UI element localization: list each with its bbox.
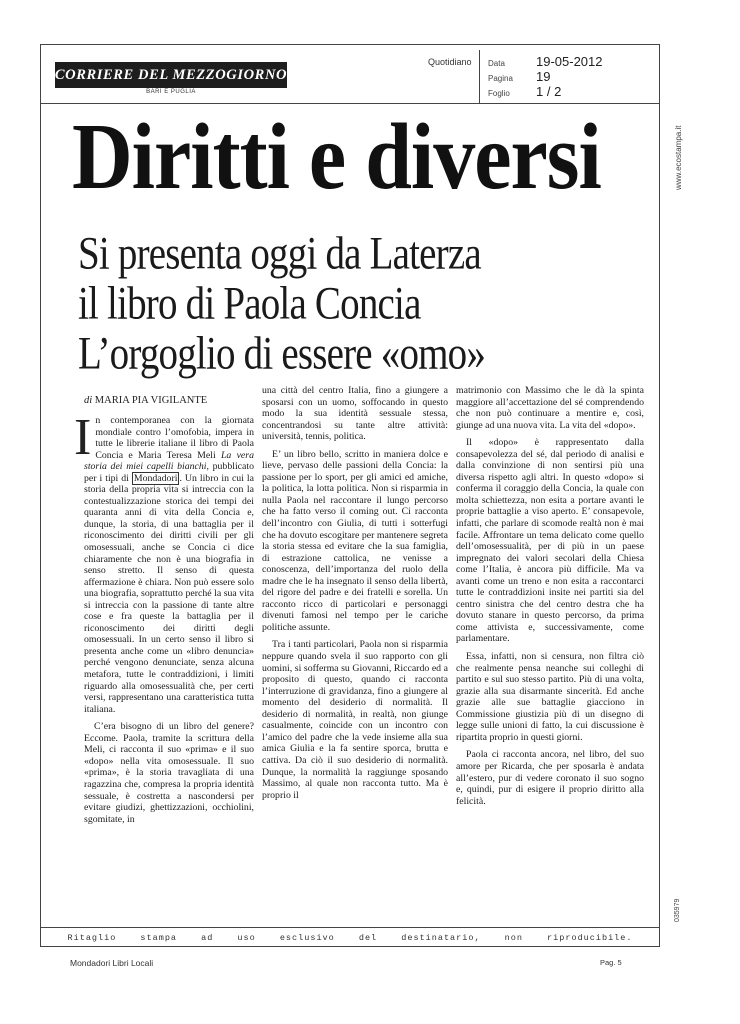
drop-cap: I (74, 409, 92, 466)
article-headline: Diritti e diversi (72, 105, 601, 210)
article-column-1 (74, 409, 254, 825)
info-value: 1 / 2 (536, 84, 562, 99)
subhead-line: Si presenta oggi da Laterza (78, 227, 481, 280)
byline (84, 395, 207, 406)
paragraph: Paola ci racconta ancora, nel libro, del suo amore per Ricarda, che per sposarla è andata all’estero, pur di vedere coronato il suo sogno e, quindi, pur di esigere il proprio diritto alla felicità. (456, 749, 644, 807)
paragraph: In contemporanea con la giornata mondiale contro l’omofobia, impera in tutte le librerie italiane il libro di Paola Concia e Maria Teresa Meli La vera storia dei miei capelli bianchi, pubblicato per i tipi di Mondadori . Un libro in cui la storia della propria vita si intreccia con la contestualizzazione storica dei tempi dei quaranta anni di vita della Concia e, dunque, la storia, di una battaglia per il riconoscimento dei diritti civili per gli omosessuali, anche se Concia ci dice chiaramente che non è una biografia in senso stretto. Il senso di questa affermazione è chiara. Non può essere solo una biografia, soprattutto perché la sua vita si intreccia con la passione di tante altre cose e fra queste la battaglia per il riconoscimento dei diritti degli omosessuali. In un certo senso il libro si presenta anche come un «libro denuncia» perché vengono denunciate, senza alcuna metafora, tutte le contraddizioni, i limiti riguardo alla omosessualità che, per certi versi, rappresentano una caratteristica tutta italiana. (74, 409, 254, 715)
info-row-sheet (488, 84, 561, 99)
article-column-3 (456, 385, 644, 807)
masthead-edition: BARI E PUGLIA (146, 89, 196, 95)
info-label: Pagina (488, 74, 513, 83)
newspaper-masthead: CORRIERE DEL MEZZOGIORNO (55, 62, 287, 88)
clipping-info-box (479, 50, 659, 104)
periodicity-label: Quotidiano (428, 57, 472, 67)
info-label: Foglio (488, 89, 510, 98)
publisher-highlight: Mondadori (133, 472, 178, 484)
info-value: 19-05-2012 (536, 54, 603, 69)
footer-page-number: Pag. 5 (600, 958, 622, 967)
byline-prefix: di (84, 395, 93, 406)
paragraph: Tra i tanti particolari, Paola non si risparmia neppure quando svela il suo rapporto con gli uomini, si sofferma su Giovanni, Riccardo ed a proposito di questo, quando ci racconta l’interruzione di gravidanza, fino a giungere al momento del desiderio di normalità. Il desiderio di normalità, in realtà, non giunge casualmente, coincide con un incontro con l’amico del padre che la vede insieme alla sua amica Giulia e la fa sentire sporca, brutta e cattiva. Da ciò il suo desiderio di normalità. Dunque, la normalità la raggiunge sposando Massimo, al quale non racconta tutto. Ma è proprio il (262, 639, 448, 801)
info-row-date (488, 54, 603, 69)
book-title: La vera storia dei miei capelli bianchi (84, 449, 254, 473)
info-row-page (488, 69, 550, 84)
info-label: Data (488, 59, 505, 68)
article-subhead (78, 224, 638, 380)
subhead-line: L’orgoglio di essere «omo» (78, 327, 486, 380)
byline-author: MARIA PIA VIGILANTE (94, 395, 208, 406)
clipping-code: 035979 (674, 898, 681, 922)
paragraph: una città del centro Italia, fino a giungere a sposarsi con un uomo, soffocando in questo modo la sua identità sessuale stessa, concentrandosi su tante altre attività: università, tennis, politica. (262, 385, 448, 443)
footer-source: Mondadori Libri Locali (70, 958, 154, 968)
paragraph: matrimonio con Massimo che le dà la spinta maggiore all’accettazione del sé comprendendo che non può continuare a mentire e, così, giunge ad una nuova vita. La vita del «dopo». (456, 385, 644, 431)
info-value: 19 (536, 69, 551, 84)
paragraph: Essa, infatti, non si censura, non filtra ciò che realmente pensa neanche sui colleghi di partito e sul suo stesso partito. Più di una volta, grazie alla sua disarmante sincerità. Ed anche grazie alle sue battaglie giacciono in Commissione giustizia più di un disegno di legge sulle unioni di fatto, la cui discussione è ripartita proprio in questi giorni. (456, 651, 644, 743)
clipping-notice: Ritaglio stampa ad uso esclusivo del destinatario, non riproducibile. (40, 927, 660, 947)
ecostampa-url: www.ecostampa.it (674, 125, 683, 190)
paragraph: E’ un libro bello, scritto in maniera dolce e lieve, pervaso delle passioni della Concia: la passione per lo sport, per gli amici ed amiche, la politica, la lotta politica. Non si risparmia in nulla Paola nel raccontare il lungo percorso che ha fatto verso il coming out. Ci racconta dell’incontro con Giulia, di tutti i sotterfugi che ha dovuto escogitare per mantenere segreta la storia stessa ed evitare che la sua famiglia, di estrazione cattolica, ne venisse a conoscenza, dell’importanza del ruolo della madre che le ha insegnato il senso della libertà, del rigore del padre e dei fratelli e sorella. Un racconto ricco di particolari e personaggi divenuti famosi nel tempo per le cariche politiche assunte. (262, 448, 448, 633)
subhead-line: il libro di Paola Concia (78, 277, 421, 330)
article-column-2 (262, 385, 448, 801)
paragraph: C’era bisogno di un libro del genere? Eccome. Paola, tramite la scrittura della Meli, ci racconta il suo «prima» e il suo «dopo» nella vita omosessuale. Il suo «prima», è la storia travagliata di una ragazzina che, compresa la propria identità sessuale, è costretta a nascondersi per evitare giudizi, ghettizzazioni, occhiolini, sgomitate, in (84, 721, 254, 825)
paragraph: Il «dopo» è rappresentato dalla consapevolezza del sé, dal periodo di analisi e dalla convinzione di non sentirsi più una diversa rispetto agli altri. In questo «dopo» si conferma il coraggio della Concia, la quale con molta schiettezza, non esita a portare avanti le proprie battaglie a viso aperto. E’ consapevole, infatti, che parlare di scomode realtà non è mai facile. Affrontare un tema delicato come quello dell’omosessualità, per di più in un paese impregnato dei valori secolari della Chiesa come l’Italia, è ancora più difficile. Ma va avanti come un treno e non esita a raccontarci tutte le contraddizioni insite nei partiti sia del centro sinistra che del centro destra che ha dovuto stanare in questo percorso, da prima come attivista e, successivamente, come parlamentare. (456, 437, 644, 645)
